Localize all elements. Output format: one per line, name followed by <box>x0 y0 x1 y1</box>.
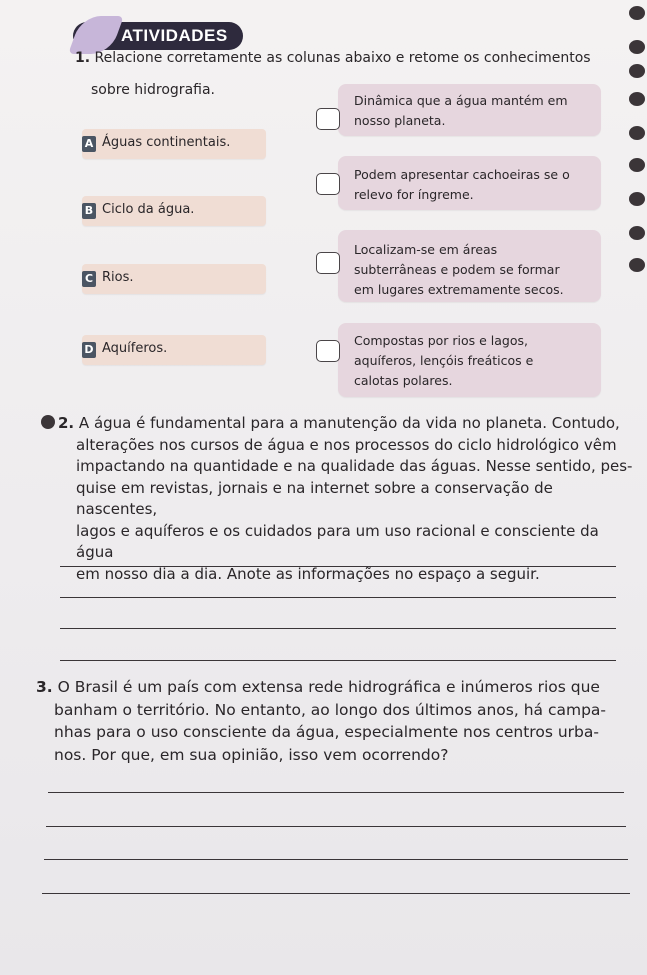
q2-line: alterações nos cursos de água e nos processos do ciclo hidrológico vêm <box>76 435 617 454</box>
letter-badge-a: A <box>82 136 96 152</box>
q3-answer-line-2[interactable] <box>46 826 626 827</box>
right-item-text: Dinâmica que a água mantém em nosso planeta. <box>354 93 568 128</box>
q1-number: 1. <box>75 50 91 66</box>
right-item-4 <box>338 323 601 397</box>
q2-answer-line-2[interactable] <box>60 597 616 598</box>
q2-line: lagos e aquíferos e os cuidados para um uso racional e consciente da água <box>76 521 599 561</box>
answer-box-2[interactable] <box>316 173 340 195</box>
letter-badge-c: C <box>82 271 96 287</box>
q3-answer-line-3[interactable] <box>44 859 628 860</box>
q2-answer-line-1[interactable] <box>60 566 616 567</box>
answer-box-4[interactable] <box>316 340 340 362</box>
letter-badge-b: B <box>82 203 96 219</box>
answer-box-3[interactable] <box>316 252 340 274</box>
left-item-label: Águas continentais. <box>102 135 231 150</box>
q2-line <box>58 413 638 435</box>
q3-answer-line-4[interactable] <box>42 893 630 894</box>
q2-number: 2. <box>58 414 75 432</box>
right-item-3 <box>338 230 601 302</box>
right-item-2 <box>338 156 601 210</box>
left-item-label: Rios. <box>102 270 134 285</box>
q2-answer-line-3[interactable] <box>60 628 616 629</box>
left-item-a <box>82 129 266 159</box>
q1-prompt-line1 <box>75 48 615 68</box>
left-item-c <box>82 264 266 294</box>
left-item-d <box>82 335 266 365</box>
q3-number: 3. <box>36 678 53 696</box>
q2-line-text: A água é fundamental para a manutenção da vida no planeta. Contudo, <box>78 414 620 432</box>
q3-line: banham o território. No entanto, ao longo dos últimos anos, há campa- <box>54 700 607 719</box>
right-item-text: Localizam-se em áreas subterrâneas e podem se formar em lugares extremamente secos. <box>354 242 564 297</box>
letter-badge-d: D <box>82 342 96 358</box>
q3-answer-line-1[interactable] <box>48 792 624 793</box>
q1-prompt-text1: Relacione corretamente as colunas abaixo e retome os conhecimentos <box>94 50 591 66</box>
q2-line: impactando na quantidade e na qualidade das águas. Nesse sentido, pes- <box>76 457 633 475</box>
q3-line: nos. Por que, em sua opinião, isso vem ocorrendo? <box>54 745 449 764</box>
left-item-b <box>82 196 266 226</box>
right-item-text: Compostas por rios e lagos, aquíferos, lençóis freáticos e calotas polares. <box>354 333 534 388</box>
section-title: ATIVIDADES <box>121 26 228 45</box>
activity-marker-icon <box>41 415 55 429</box>
q2-line: quise em revistas, jornais e na internet sobre a conservação de nascentes, <box>76 478 553 518</box>
q1-prompt-line2: sobre hidrografia. <box>91 82 215 98</box>
q2-answer-line-4[interactable] <box>60 660 616 661</box>
answer-box-1[interactable] <box>316 108 340 130</box>
q3-line <box>36 676 636 699</box>
right-item-1 <box>338 84 601 136</box>
left-item-label: Aquíferos. <box>102 341 168 356</box>
q2-paragraph <box>58 413 638 585</box>
right-item-text: Podem apresentar cachoeiras se o relevo for íngreme. <box>354 167 570 202</box>
q3-paragraph <box>36 676 636 766</box>
q3-line-text: O Brasil é um país com extensa rede hidrográfica e inúmeros rios que <box>57 678 600 696</box>
binding-holes <box>617 0 647 280</box>
q3-line: nhas para o uso consciente da água, especialmente nos centros urba- <box>54 723 599 741</box>
q2-line: em nosso dia a dia. Anote as informações no espaço a seguir. <box>76 564 540 583</box>
left-item-label: Ciclo da água. <box>102 202 195 217</box>
